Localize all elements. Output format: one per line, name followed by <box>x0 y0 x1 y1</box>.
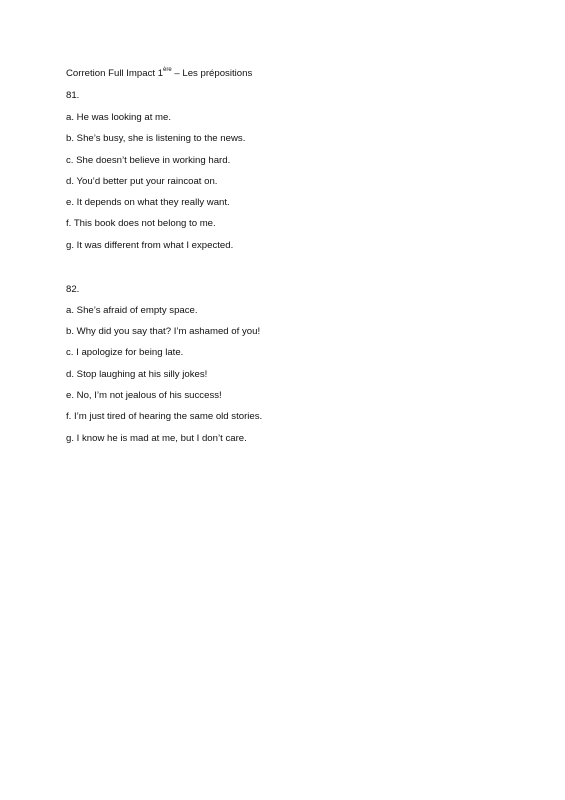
title-superscript: ère <box>163 66 172 73</box>
section-82-item-d: d. Stop laughing at his silly jokes! <box>66 369 208 380</box>
section-82-item-e: e. No, I’m not jealous of his success! <box>66 390 222 401</box>
title-prefix: Corretion Full Impact 1 <box>66 68 164 79</box>
document-title <box>66 68 252 80</box>
section-82-item-b: b. Why did you say that? I’m ashamed of you! <box>66 326 261 337</box>
title-suffix: – Les prépositions <box>171 68 253 79</box>
section-81-item-f: f. This book does not belong to me. <box>66 218 216 229</box>
section-81-item-b: b. She’s busy, she is listening to the news. <box>66 133 246 144</box>
section-82-item-g: g. I know he is mad at me, but I don’t care. <box>66 433 247 444</box>
section-81-item-e: e. It depends on what they really want. <box>66 197 230 208</box>
section-81-item-d: d. You’d better put your raincoat on. <box>66 176 218 187</box>
section-81-item-g: g. It was different from what I expected. <box>66 240 234 251</box>
section-82-item-c: c. I apologize for being late. <box>66 347 184 358</box>
section-81-item-a: a. He was looking at me. <box>66 112 172 123</box>
section-82-item-f: f. I’m just tired of hearing the same old stories. <box>66 411 263 422</box>
section-82-number: 82. <box>66 284 80 295</box>
section-81-item-c: c. She doesn’t believe in working hard. <box>66 155 231 166</box>
section-81-number: 81. <box>66 90 80 101</box>
section-82-item-a: a. She’s afraid of empty space. <box>66 305 198 316</box>
